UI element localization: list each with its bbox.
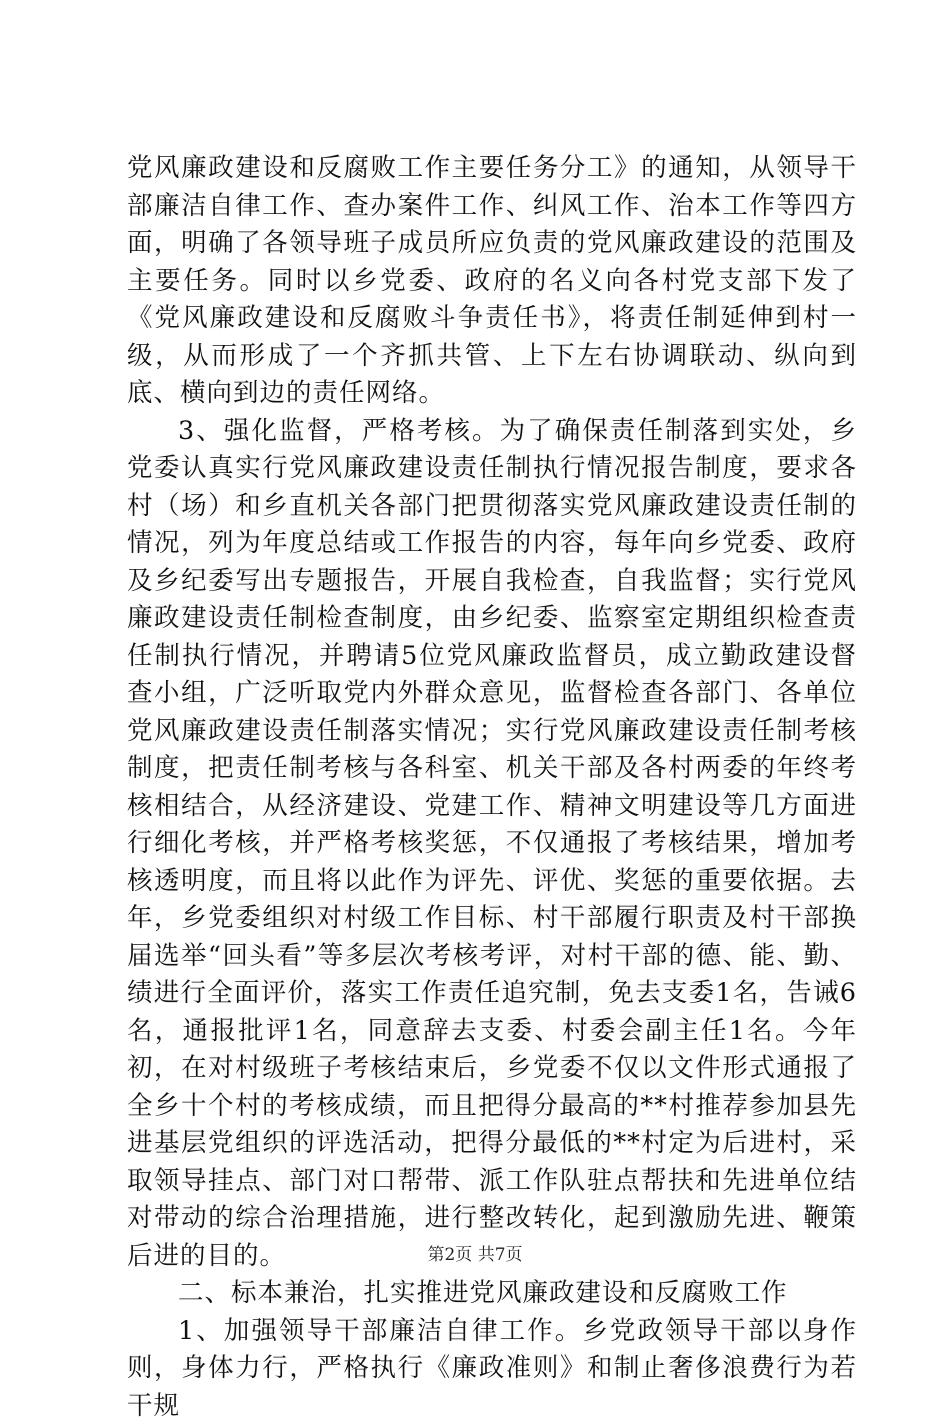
document-body [127,150,857,1425]
page-number-footer: 第2页 共7页 [0,1244,950,1266]
section-heading: 二、标本兼治，扎实推进党风廉政建设和反腐败工作 [127,1275,857,1313]
paragraph-continuation: 党风廉政建设和反腐败工作主要任务分工》的通知，从领导干部廉洁自律工作、查办案件工作、纠风工作、治本工作等四方面，明确了各领导班子成员所应负责的党风廉政建设的范围及主要任务。同时以乡党委、政府的名义向各村党支部下发了《党风廉政建设和反腐败斗争责任书》，将责任制延伸到村一级，从而形成了一个齐抓共管、上下左右协调联动、纵向到底、横向到边的责任网络。 [127,150,857,413]
paragraph-supervision: 3、强化监督，严格考核。为了确保责任制落到实处，乡党委认真实行党风廉政建设责任制执行情况报告制度，要求各村（场）和乡直机关各部门把贯彻落实党风廉政建设责任制的情况，列为年度总结或工作报告的内容，每年向乡党委、政府及乡纪委写出专题报告，开展自我检查，自我监督；实行党风廉政建设责任制检查制度，由乡纪委、监察室定期组织检查责任制执行情况，并聘请5位党风廉政监督员，成立勤政建设督查小组，广泛听取党内外群众意见，监督检查各部门、各单位党风廉政建设责任制落实情况；实行党风廉政建设责任制考核制度，把责任制考核与各科室、机关干部及各村两委的年终考核相结合，从经济建设、党建工作、精神文明建设等几方面进行细化考核，并严格考核奖惩，不仅通报了考核结果，增加考核透明度，而且将以此作为评先、评优、奖惩的重要依据。去年，乡党委组织对村级工作目标、村干部履行职责及村干部换届选举“回头看”等多层次考核考评，对村干部的德、能、勤、绩进行全面评价，落实工作责任追究制，免去支委1名，告诫6名，通报批评1名，同意辞去支委、村委会副主任1名。今年初，在对村级班子考核结束后，乡党委不仅以文件形式通报了全乡十个村的考核成绩，而且把得分最高的**村推荐参加县先进基层党组织的评选活动，把得分最低的**村定为后进村，采取领导挂点、部门对口帮带、派工作队驻点帮扶和先进单位结对带动的综合治理措施，进行整改转化，起到激励先进、鞭策后进的目的。 [127,413,857,1276]
paragraph-self-discipline: 1、加强领导干部廉洁自律工作。乡党政领导干部以身作则，身体力行，严格执行《廉政准则》和制止奢侈浪费行为若干规 [127,1313,857,1425]
